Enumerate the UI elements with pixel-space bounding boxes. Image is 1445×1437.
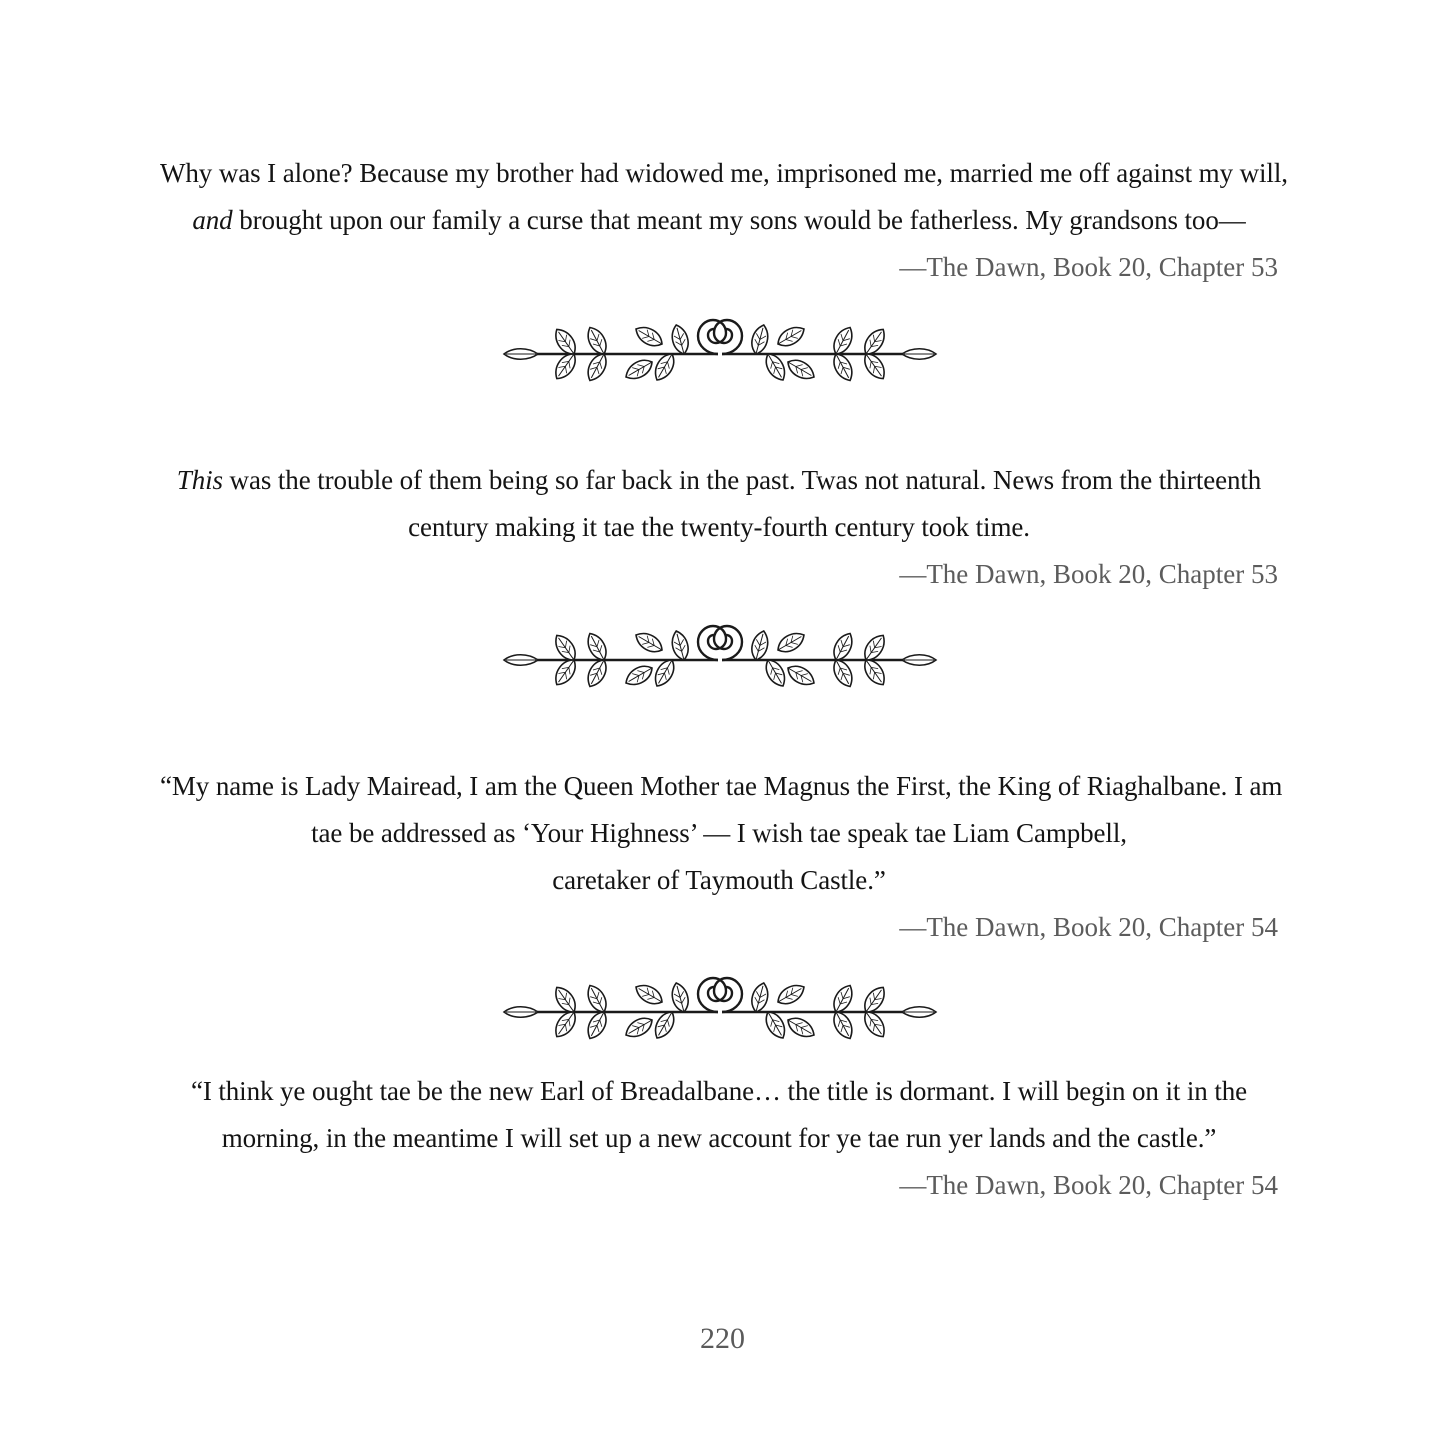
quote-citation: —The Dawn, Book 20, Chapter 53 <box>899 559 1278 589</box>
page-number: 220 <box>700 1322 745 1355</box>
quote-line: “I think ye ought tae be the new Earl of Breadalbane… the title is dormant. I will begin on it in the <box>190 1076 1248 1106</box>
laurel-divider-icon <box>502 972 938 1056</box>
quote-line: and brought upon our family a curse that meant my sons would be fatherless. My grandsons too— <box>192 205 1246 235</box>
quote-citation: —The Dawn, Book 20, Chapter 54 <box>899 1170 1278 1200</box>
quote-block-3 <box>160 763 1283 951</box>
laurel-divider-icon <box>502 620 938 704</box>
emphasis: and <box>192 205 233 235</box>
quote-block-2 <box>160 457 1278 598</box>
quote-citation: —The Dawn, Book 20, Chapter 53 <box>899 252 1278 282</box>
quote-line: “My name is Lady Mairead, I am the Queen Mother tae Magnus the First, the King of Riaghalbane. I am <box>160 771 1283 801</box>
quote-text <box>160 457 1278 551</box>
quote-block-4 <box>160 1068 1278 1209</box>
quote-line: tae be addressed as ‘Your Highness’ — I wish tae speak tae Liam Campbell, <box>311 818 1127 848</box>
quote-line: Why was I alone? Because my brother had widowed me, imprisoned me, married me off against my will, <box>160 158 1288 188</box>
quote-text <box>160 150 1288 244</box>
quote-block-1 <box>160 150 1288 291</box>
quote-text <box>160 763 1283 904</box>
quote-line: caretaker of Taymouth Castle.” <box>552 865 886 895</box>
emphasis: This <box>176 465 223 495</box>
quote-line: morning, in the meantime I will set up a new account for ye tae run yer lands and the castle.” <box>221 1123 1217 1153</box>
quote-line: This was the trouble of them being so far back in the past. Twas not natural. News from the thirteenth <box>176 465 1262 495</box>
quote-text <box>160 1068 1278 1162</box>
quote-citation: —The Dawn, Book 20, Chapter 54 <box>899 912 1278 942</box>
laurel-divider-icon <box>502 314 938 398</box>
quote-line: century making it tae the twenty-fourth century took time. <box>408 512 1030 542</box>
